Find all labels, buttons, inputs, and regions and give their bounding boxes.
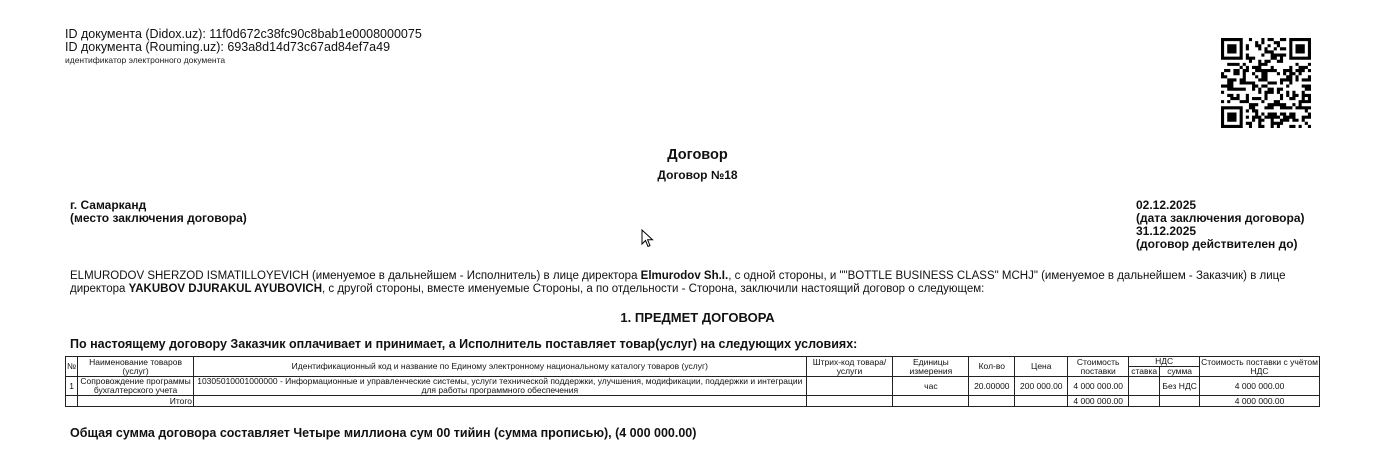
cell-unit: час <box>893 377 969 396</box>
cell-vat-sum: Без НДС <box>1160 377 1200 396</box>
col-code: Идентификационный код и название по Единому электронному национальному каталогу товаров (услуг) <box>193 357 806 377</box>
valid-until-label: (договор действителен до) <box>1136 237 1298 251</box>
city: г. Самарканд <box>70 198 147 212</box>
totals-row <box>66 396 1320 407</box>
contract-date: 02.12.2025 <box>1136 198 1197 212</box>
cell-cost: 4 000 000.00 <box>1068 377 1129 396</box>
cell-num: 1 <box>66 377 78 396</box>
col-qty: Кол-во <box>969 357 1015 377</box>
col-price: Цена <box>1015 357 1068 377</box>
contract-dates <box>1136 199 1305 251</box>
cell-total: 4 000 000.00 <box>1200 377 1320 396</box>
items-table <box>65 356 1320 407</box>
col-unit: Единицы измерения <box>893 357 969 377</box>
document-title: Договор <box>667 147 728 163</box>
col-vat-sum: сумма <box>1160 367 1200 377</box>
col-total: Стоимость поставки с учётом НДС <box>1201 356 1318 376</box>
col-barcode: Штрих-код товара/ услуги <box>806 357 893 377</box>
table-header-row <box>66 357 1320 367</box>
col-num: № <box>66 357 78 377</box>
executor-director: Elmurodov Sh.I. <box>640 270 729 282</box>
section-heading: 1. ПРЕДМЕТ ДОГОВОРА <box>620 310 775 325</box>
qr-code-icon <box>1221 38 1311 128</box>
place-label: (место заключения договора) <box>70 211 247 225</box>
parties-text-3: , с другой стороны, вместе именуемые Стороны, а по отдельности - Сторона, заключили настоящий договор о следующем: <box>322 283 985 295</box>
cell-code: 10305010001000000 - Информационные и управленческие системы, услуги технической поддержки, улучшения, модификации, поддержки и интеграции для работы программного обеспечения <box>193 377 806 396</box>
contract-date-label: (дата заключения договора) <box>1136 211 1305 225</box>
document-subtitle: Договор №18 <box>657 168 738 182</box>
rouming-id: ID документа (Rouming.uz): 693a8d14d73c67ad84ef7a49 <box>65 40 391 54</box>
mouse-cursor-icon <box>641 229 655 249</box>
totals-cost: 4 000 000.00 <box>1068 396 1129 407</box>
id-subnote: идентификатор электронного документа <box>65 55 226 65</box>
totals-label: Итого <box>78 396 194 407</box>
valid-until: 31.12.2025 <box>1136 224 1197 238</box>
didox-id: ID документа (Didox.uz): 11f0d672c38fc90c8bab1e0008000075 <box>65 27 422 41</box>
parties-text-2: , с одной стороны, и ""BOTTLE BUSINESS CLASS" MCHJ" (именуемое в дальнейшем - Заказчик) в лице директора <box>70 270 1286 295</box>
cell-qty: 20.00000 <box>969 377 1015 396</box>
totals-total: 4 000 000.00 <box>1200 396 1320 407</box>
col-vat: НДС <box>1129 357 1200 367</box>
table-row <box>66 377 1320 396</box>
parties-paragraph <box>70 270 1320 296</box>
contract-total: Общая сумма договора составляет Четыре миллиона сум 00 тийин (сумма прописью), (4 000 000.00) <box>70 426 697 440</box>
col-cost: Стоимость поставки <box>1068 357 1129 377</box>
cell-price: 200 000.00 <box>1015 377 1068 396</box>
cell-vat-rate <box>1129 377 1160 396</box>
contract-place <box>70 199 247 225</box>
customer-director: YAKUBOV DJURAKUL AYUBOVICH <box>128 283 323 295</box>
col-name: Наименование товаров (услуг) <box>78 357 194 377</box>
col-vat-rate: ставка <box>1129 367 1160 377</box>
cell-name: Сопровождение программы бухгалтерского учета <box>78 377 194 396</box>
section-intro: По настоящему договору Заказчик оплачивает и принимает, а Исполнитель поставляет товар(услуг) на следующих условиях: <box>70 337 858 351</box>
parties-text-1: ELMURODOV SHERZOD ISMATILLOYEVICH (именуемое в дальнейшем - Исполнитель) в лице директора <box>70 270 641 282</box>
document-ids <box>65 28 422 67</box>
cell-barcode <box>806 377 893 396</box>
